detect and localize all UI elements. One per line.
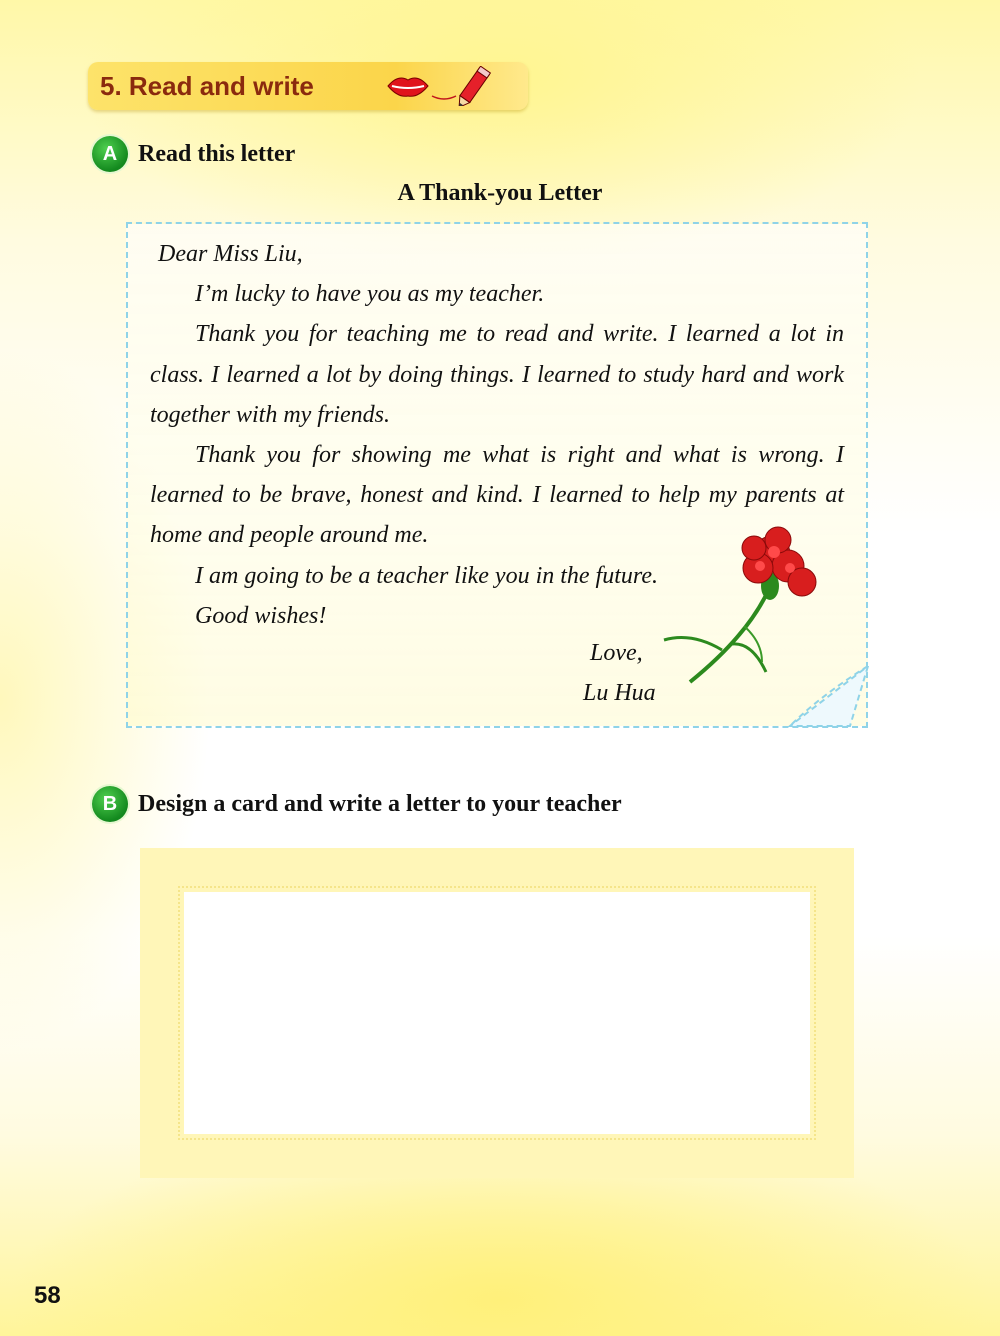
letter-salutation: Dear Miss Liu, [158,241,303,267]
pencil-icon [454,66,490,106]
section-banner [88,62,528,110]
letter-paragraph-3: Thank you for showing me what is right and what is wrong. I learned to be brave, honest and kind. I learned to help my parents at home and people around me. [150,442,844,549]
part-b-heading [92,786,622,822]
letter-paragraph-4: I am going to be a teacher like you in the future. [195,562,658,589]
lips-icon [388,78,428,96]
part-a-badge: A [92,136,128,172]
letter-paragraph-1: I’m lucky to have you as my teacher. [195,281,545,308]
letter-closing: Love, [590,640,643,666]
part-a-heading-text: Read this letter [138,140,296,167]
letter-signature: Lu Hua [583,680,656,706]
letter-paragraph-2: Thank you for teaching me to read and write. I learned a lot in class. I learned a lot by doing things. I learned to study hard and work together with my friends. [150,321,844,428]
part-a-heading [92,136,295,172]
page-number: 58 [34,1282,61,1309]
carnation-flower-icon [662,522,832,692]
lips-pencil-icon [384,66,504,106]
part-b-heading-text: Design a card and write a letter to your teacher [138,790,622,817]
section-title: 5. Read and write [100,71,314,101]
letter-paragraph-5: Good wishes! [195,602,327,629]
letter-title: A Thank-you Letter [397,180,603,206]
part-b-badge: B [92,786,128,822]
card-design-area[interactable] [140,848,854,1178]
